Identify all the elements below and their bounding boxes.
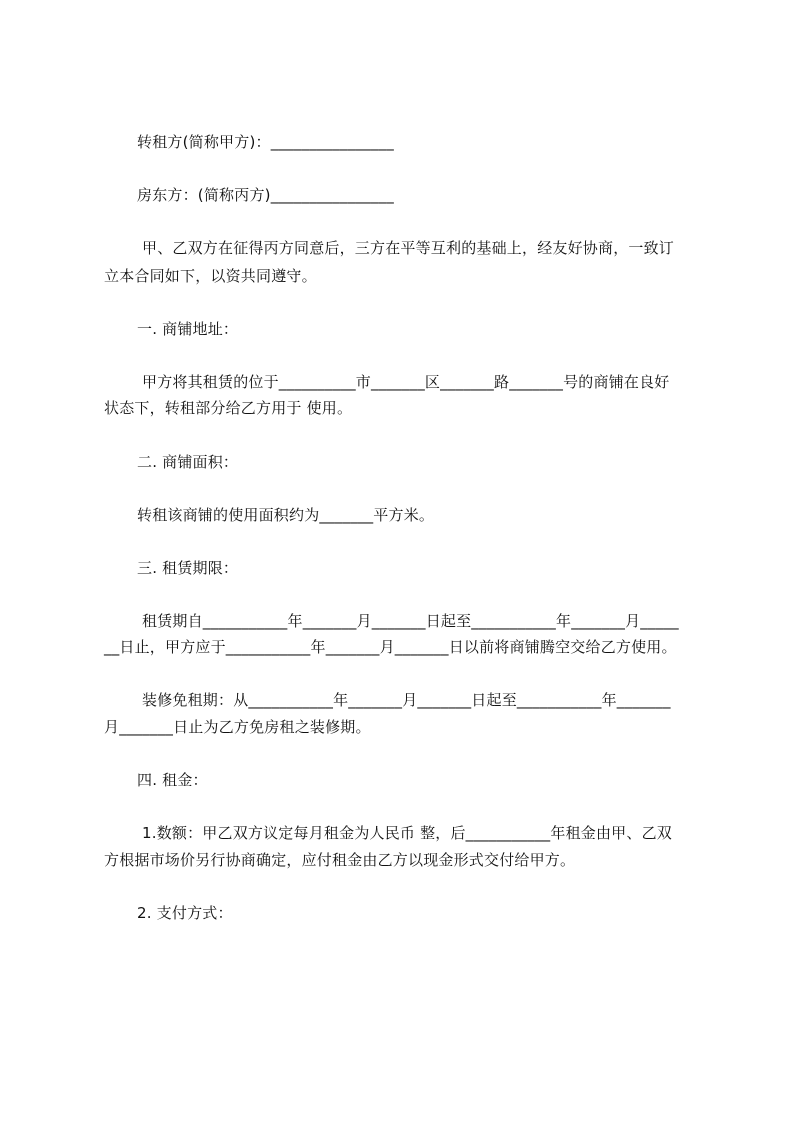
term-line-2: __日止，甲方应于___________年_______月_______日以前将商铺腾空交给乙方使用。 xyxy=(104,638,677,656)
rent-amount-line-1: 1.数额：甲乙双方议定每月租金为人民币 整，后___________年租金由甲、乙双 xyxy=(142,824,672,842)
preamble-line-1: 甲、乙双方在征得丙方同意后，三方在平等互利的基础上，经友好协商，一致订 xyxy=(142,239,675,257)
preamble-line-2: 立本合同如下，以资共同遵守。 xyxy=(104,267,317,285)
payment-method-line: 2. 支付方式： xyxy=(137,904,233,922)
address-line-1: 甲方将其租赁的位于__________市_______区_______路_______号的商铺在良好 xyxy=(142,373,670,391)
address-line-2: 状态下，转租部分给乙方用于 使用。 xyxy=(104,399,353,417)
renovation-line-1: 装修免租期：从___________年_______月_______日起至___________年_______ xyxy=(142,691,671,709)
term-line-1: 租赁期自___________年_______月_______日起至___________年_______月_____ xyxy=(142,612,679,630)
renovation-line-2: 月_______日止为乙方免房租之装修期。 xyxy=(104,718,371,736)
section-2-heading: 二. 商铺面积： xyxy=(137,453,239,471)
sublessor-line: 转租方(简称甲方)：________________ xyxy=(137,133,394,151)
section-4-heading: 四. 租金： xyxy=(137,771,208,789)
rent-amount-line-2: 方根据市场价另行协商确定，应付租金由乙方以现金形式交付给甲方。 xyxy=(104,851,576,869)
area-line: 转租该商铺的使用面积约为_______平方米。 xyxy=(137,506,435,524)
section-1-heading: 一. 商铺地址： xyxy=(137,320,239,338)
section-3-heading: 三. 租赁期限： xyxy=(137,559,239,577)
landlord-line: 房东方：(简称丙方)________________ xyxy=(137,186,394,204)
